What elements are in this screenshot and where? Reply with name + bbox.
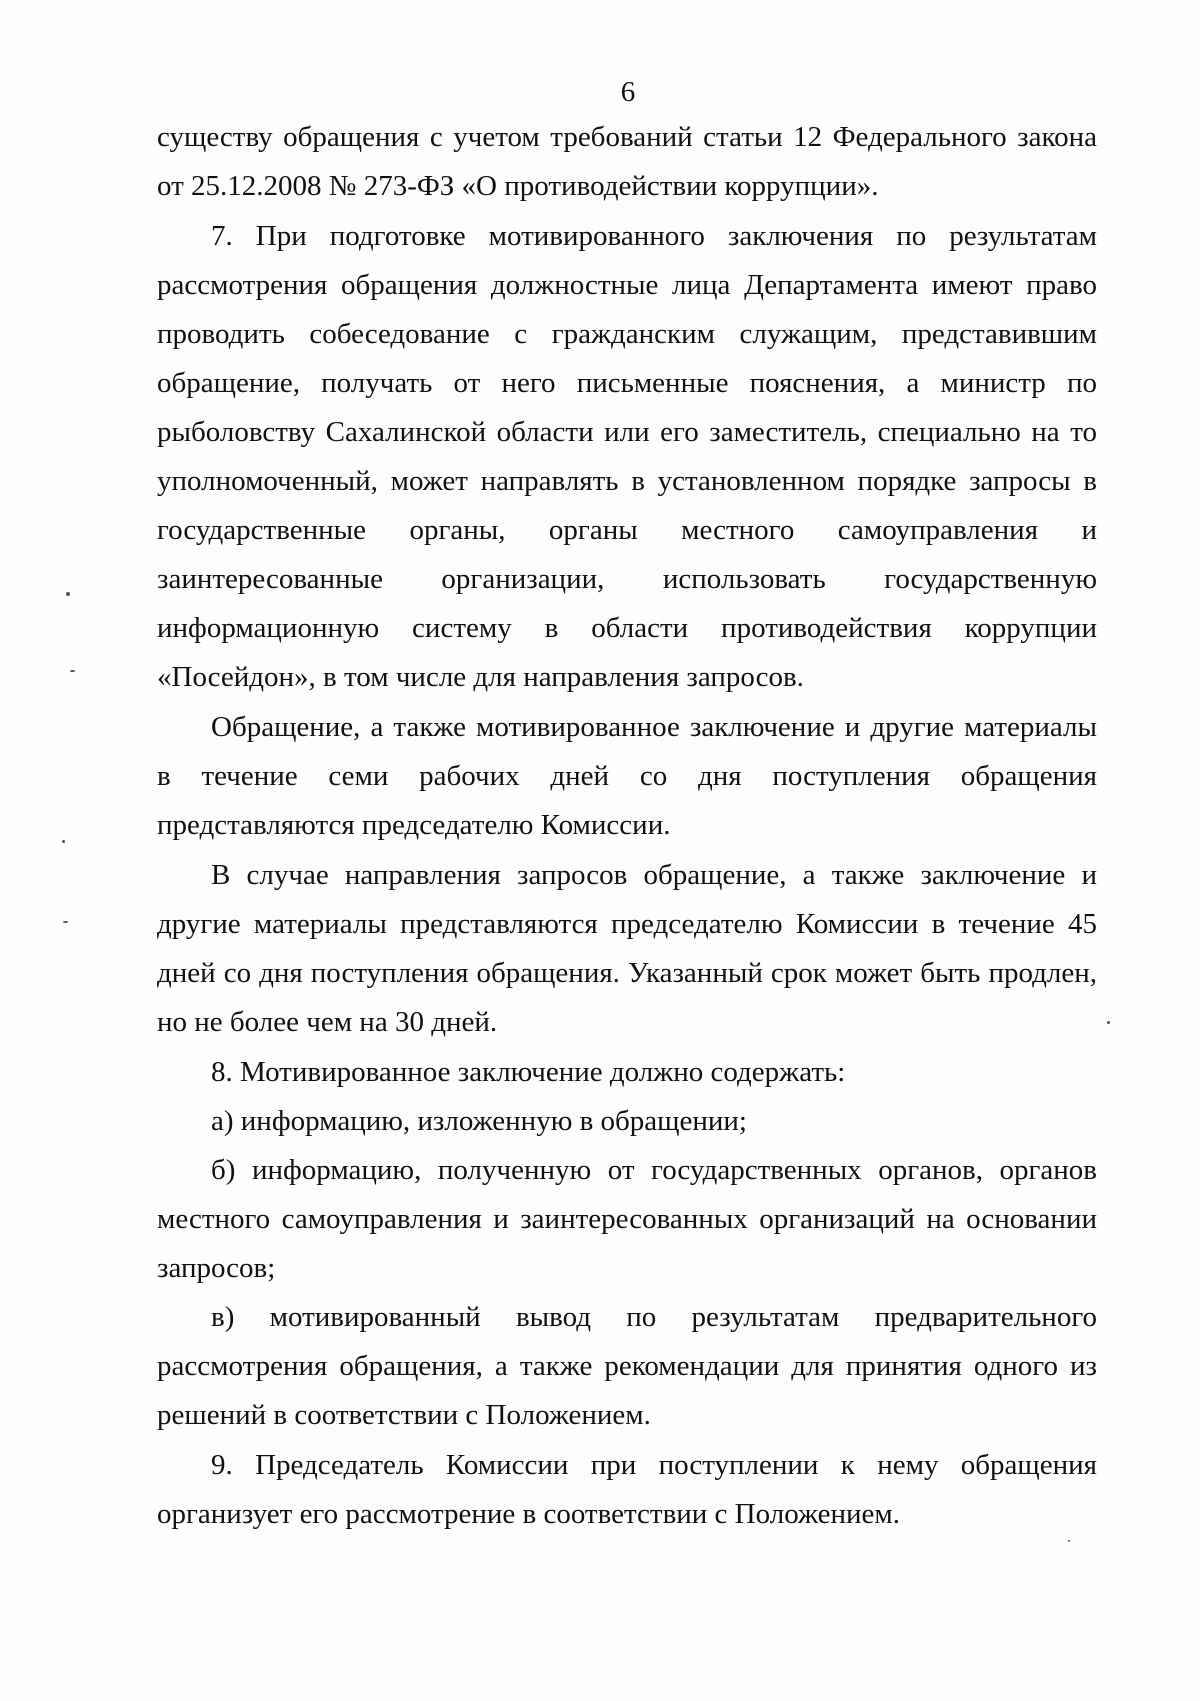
paragraph-continuation: существу обращения с учетом требований статьи 12 Федерального закона от 25.12.2008 № 273-ФЗ «О противодействии коррупции». <box>157 121 1097 202</box>
paragraph-submission-deadline: Обращение, а также мотивированное заключение и другие материалы в течение семи рабочих дней со дня поступления обращения представляются председателю Комиссии. <box>157 711 1097 841</box>
document-body <box>157 113 1097 1539</box>
scan-speck <box>62 840 65 843</box>
scan-speck <box>1107 1021 1110 1024</box>
list-item-b: б) информацию, полученную от государственных органов, органов местного самоуправления и заинтересованных организаций на основании запросов; <box>157 1154 1097 1284</box>
scan-speck <box>66 592 70 596</box>
paragraph-item-9: 9. Председатель Комиссии при поступлении к нему обращения организует его рассмотрение в соответствии с Положением. <box>157 1449 1097 1530</box>
paragraph-requests-deadline: В случае направления запросов обращение, а также заключение и другие материалы представляются председателю Комиссии в течение 45 дней со дня поступления обращения. Указанный срок может быть продлен, но не более чем на 30 дней. <box>157 859 1097 1038</box>
scan-speck <box>70 670 75 672</box>
list-item-a: а) информацию, изложенную в обращении; <box>211 1105 747 1137</box>
paragraph-item-7: 7. При подготовке мотивированного заключения по результатам рассмотрения обращения должностные лица Департамента имеют право проводить собеседование с гражданским служащим, представившим обращение, получать от него письменные пояснения, а министр по рыболовству Сахалинской области или его заместитель, специально на то уполномоченный, может направлять в установленном порядке запросы в государственные органы, органы местного самоуправления и заинтересованные организации, использовать государственную информационную систему в области противодействия коррупции «Посейдон», в том числе для направления запросов. <box>157 220 1097 693</box>
list-item-v: в) мотивированный вывод по результатам предварительного рассмотрения обращения, а также рекомендации для принятия одного из решений в соответствии с Положением. <box>157 1301 1097 1431</box>
paragraph-item-8: 8. Мотивированное заключение должно содержать: <box>211 1056 846 1088</box>
scan-speck <box>1068 1540 1070 1542</box>
page-number: 6 <box>620 76 636 108</box>
scan-speck <box>63 921 68 923</box>
